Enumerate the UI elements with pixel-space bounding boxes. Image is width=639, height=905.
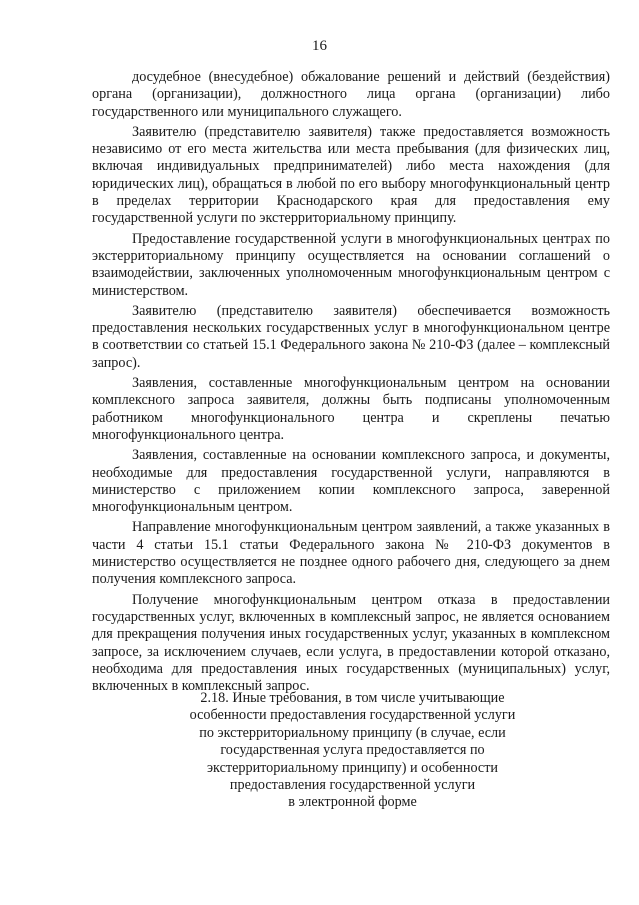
paragraph-agreements: Предоставление государственной услуги в многофункциональных центрах по экстерриториальному принципу осуществляется на основании соглашений о взаимодействии, заключенных уполномоченным многофункциональным центром с министерством. xyxy=(92,230,610,299)
paragraph-extraterritorial-right: Заявителю (представителю заявителя) также предоставляется возможность независимо от его места жительства или места пребывания (для физических лиц, включая индивидуальных предпринимателей) либо места нахождения (для юридических лиц), обращаться в любой по его выбору многофункциональный центр в пределах территории Краснодарского края для предоставления ему государственной услуги по экстерриториальному принципу. xyxy=(92,123,610,227)
paragraph-appeal-continuation: досудебное (внесудебное) обжалование решений и действий (бездействия) органа (организации), должностного лица органа (организации) либо государственного или муниципального служащего. xyxy=(92,69,610,120)
heading-line: предоставления государственной услуги xyxy=(229,777,476,794)
heading-line: экстерриториальному принципу) и особенности xyxy=(206,759,499,776)
heading-line: 2.18. Иные требования, в том числе учитывающие xyxy=(200,690,505,706)
document-body xyxy=(92,69,610,698)
paragraph-sending-deadline: Направление многофункциональным центром заявлений, а также указанных в части 4 статьи 15.1 статьи Федерального закона № 210-ФЗ документов в министерство осуществляется не позднее одного рабочего дня, следующего за днем получения комплексного запроса. xyxy=(92,519,610,588)
paragraph-complex-request: Заявителю (представителю заявителя) обеспечивается возможность предоставления нескольких государственных услуг в многофункциональном центре в соответствии со статьей 15.1 Федерального закона № 210-ФЗ (далее – комплексный запрос). xyxy=(92,302,610,371)
heading-line: по экстерриториальному принципу (в случае, если xyxy=(199,724,506,741)
page-number: 16 xyxy=(312,38,327,54)
paragraph-refusal: Получение многофункциональным центром отказа в предоставлении государственных услуг, включенных в комплексный запрос, не является основанием для прекращения получения иных государственных услуг, указанных в комплексном запросе, за исключением случаев, если услуга, в предоставлении которой отказано, необходима для предоставления иных государственных (муниципальных) услуг, включенных в комплексный запрос. xyxy=(92,591,610,695)
paragraph-applications-signed: Заявления, составленные многофункциональным центром на основании комплексного запроса заявителя, должны быть подписаны уполномоченным работником многофункционального центра и скреплены печатью многофункционального центра. xyxy=(92,375,610,443)
heading-line: государственная услуга предоставляется по xyxy=(220,742,485,759)
paragraph-documents-sent: Заявления, составленные на основании комплексного запроса, и документы, необходимые для предоставления государственной услуги, направляются в министерство с приложением копии комплексного запроса, заверенной многофункциональным центром. xyxy=(92,447,610,516)
section-heading-2-18 xyxy=(150,690,555,812)
heading-line: в электронной форме xyxy=(288,794,417,811)
heading-line: особенности предоставления государственной услуги xyxy=(189,707,516,724)
